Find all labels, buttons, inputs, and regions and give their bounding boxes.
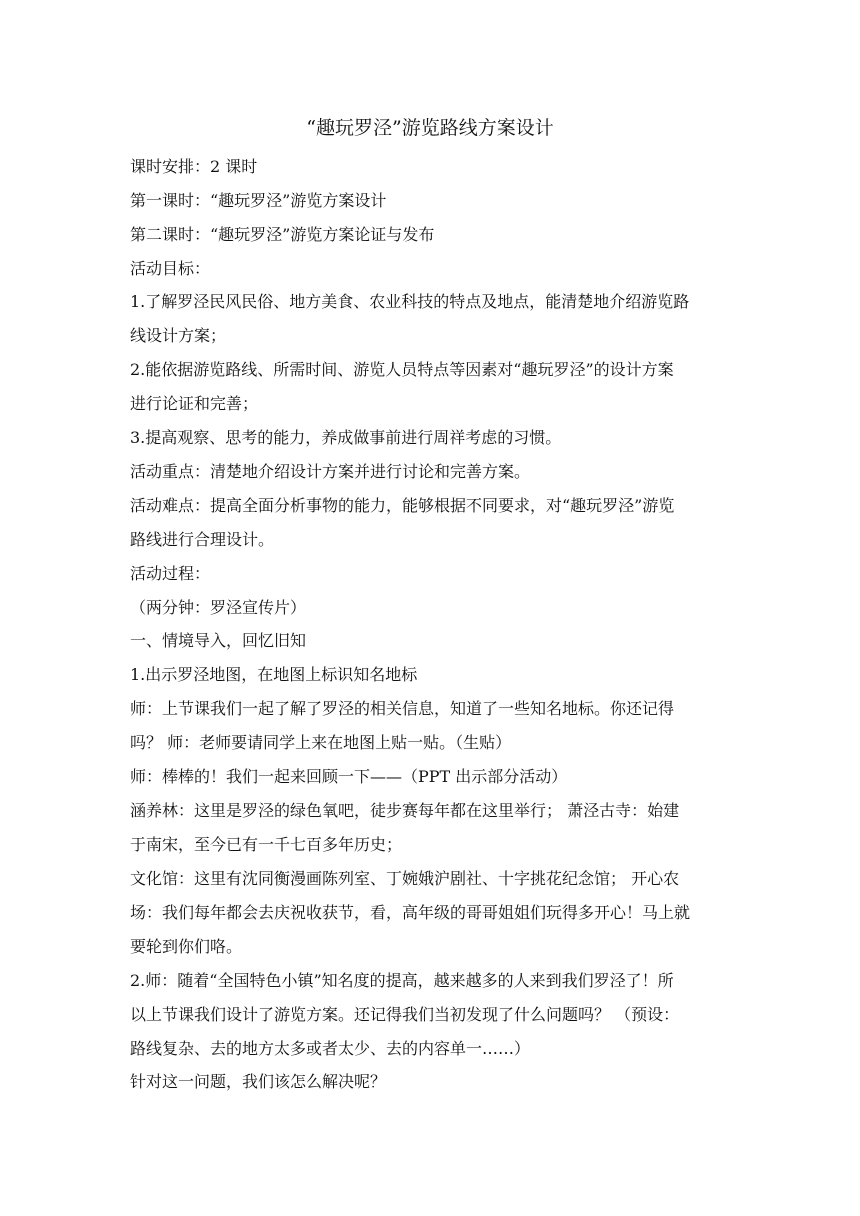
text-line: （两分钟：罗泾宣传片） — [130, 598, 307, 617]
text-line: 活动过程： — [130, 564, 211, 583]
text-line: 2.能依据游览路线、所需时间、游览人员特点等因素对“趣玩罗泾”的设计方案 — [130, 360, 674, 379]
text-line: 涵养林：这里是罗泾的绿色氧吧，徒步赛每年都在这里举行； 萧泾古寺：始建 — [130, 801, 680, 820]
text-line: 路线进行合理设计。 — [130, 530, 275, 549]
text-line: 1.了解罗泾民风民俗、地方美食、农业科技的特点及地点，能清楚地介绍游览路 — [130, 292, 690, 311]
document-title: “趣玩罗泾”游览路线方案设计 — [306, 117, 554, 139]
text-line: 师：上节课我们一起了解了罗泾的相关信息，知道了一些知名地标。你还记得 — [130, 699, 675, 718]
text-line: 场：我们每年都会去庆祝收获节，看，高年级的哥哥姐姐们玩得多开心！马上就 — [130, 903, 691, 922]
text-line: 活动难点：提高全面分析事物的能力，能够根据不同要求，对“趣玩罗泾”游览 — [130, 496, 675, 515]
text-line: 2.师：随着“全国特色小镇”知名度的提高，越来越多的人来到我们罗泾了！所 — [130, 971, 674, 990]
text-line: 第二课时：“趣玩罗泾”游览方案论证与发布 — [130, 225, 435, 244]
text-line: 1.出示罗泾地图，在地图上标识知名地标 — [130, 665, 418, 684]
text-line: 于南宋，至今已有一千七百多年历史； — [130, 835, 403, 854]
text-line: 要轮到你们咯。 — [130, 937, 243, 956]
text-line: 第一课时：“趣玩罗泾”游览方案设计 — [130, 191, 387, 210]
text-line: 线设计方案； — [130, 326, 227, 345]
text-line: 3.提高观察、思考的能力，养成做事前进行周祥考虑的习惯。 — [130, 428, 562, 447]
text-line: 文化馆：这里有沈同衡漫画陈列室、丁婉娥沪剧社、十字挑花纪念馆； 开心农 — [130, 869, 680, 888]
text-line: 课时安排：2 课时 — [130, 157, 258, 176]
text-line: 活动目标： — [130, 259, 211, 278]
text-line: 路线复杂、去的地方太多或者太少、去的内容单一……） — [130, 1039, 531, 1058]
text-line: 师：棒棒的！我们一起来回顾一下——（PPT 出示部分活动） — [130, 767, 568, 786]
text-line: 进行论证和完善； — [130, 394, 259, 413]
text-line: 针对这一问题，我们该怎么解决呢？ — [130, 1072, 387, 1091]
text-line: 吗？ 师：老师要请同学上来在地图上贴一贴。（生贴） — [130, 733, 512, 752]
text-line: 活动重点：清楚地介绍设计方案并进行讨论和完善方案。 — [130, 462, 531, 481]
text-line: 以上节课我们设计了游览方案。还记得我们当初发现了什么问题吗？ （预设： — [130, 1005, 680, 1024]
text-line: 一、情境导入，回忆旧知 — [130, 631, 307, 650]
